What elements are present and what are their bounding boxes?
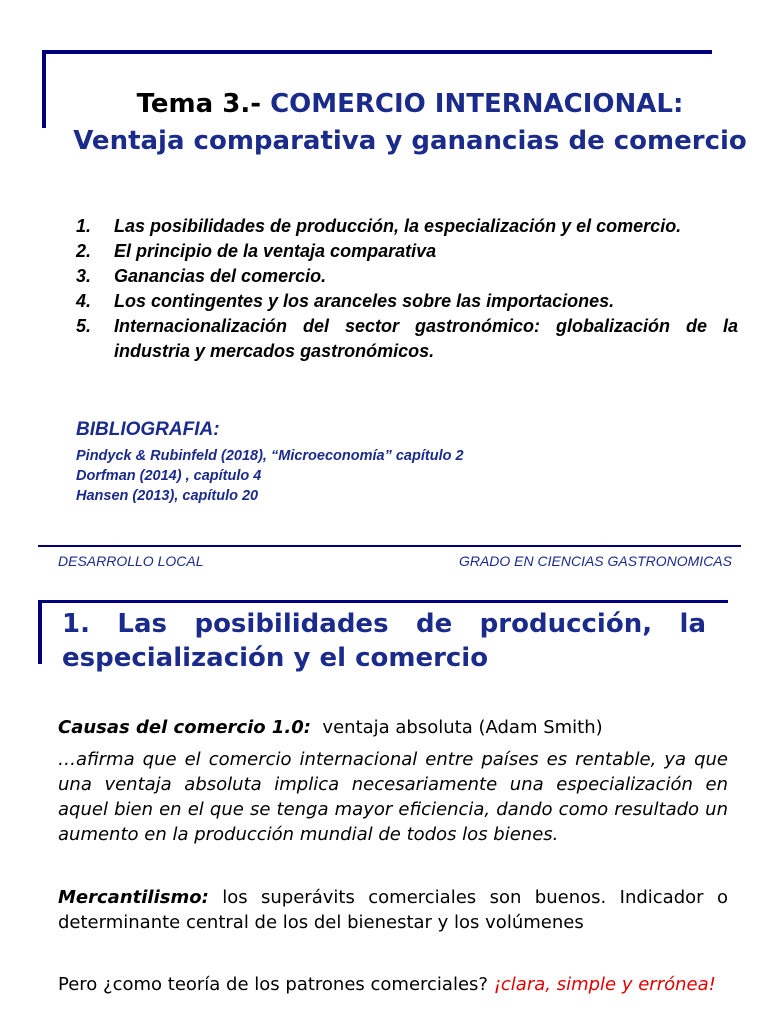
slide-2 bbox=[0, 585, 768, 1024]
paragraph-text: los superávits comerciales son buenos. Indicador o determinante central de los del bienestar y los volúmenes bbox=[58, 887, 728, 933]
toc-number: 3. bbox=[76, 266, 92, 286]
bibliography-entry: Dorfman (2014) , capítulo 4 bbox=[76, 468, 262, 484]
title-line-1: COMERCIO INTERNACIONAL: bbox=[270, 89, 684, 119]
paragraph-lead: Causas del comercio 1.0: bbox=[58, 717, 311, 738]
bibliography-entry: Pindyck & Rubinfeld (2018), “Microeconomía” capítulo 2 bbox=[76, 448, 464, 464]
toc-text: Ganancias del comercio. bbox=[114, 266, 327, 286]
toc-text: El principio de la ventaja comparativa bbox=[114, 241, 437, 261]
toc-item bbox=[76, 314, 738, 364]
bibliography-list bbox=[76, 446, 464, 506]
footer-rule bbox=[38, 545, 741, 547]
bibliography-entry: Hansen (2013), capítulo 20 bbox=[76, 488, 259, 504]
toc-number: 1. bbox=[76, 216, 92, 236]
paragraph-causas bbox=[58, 715, 728, 740]
slide-title: 1. Las posibilidades de producción, la especialización y el comercio bbox=[62, 609, 706, 673]
left-rule bbox=[42, 50, 46, 128]
title-line-2: Ventaja comparativa y ganancias de comercio bbox=[73, 126, 747, 156]
paragraph-pero bbox=[58, 972, 728, 997]
toc-item bbox=[76, 239, 738, 264]
top-rule bbox=[42, 50, 712, 54]
top-rule bbox=[38, 600, 728, 603]
table-of-contents bbox=[76, 214, 738, 364]
footer-left: DESARROLLO LOCAL bbox=[58, 553, 204, 569]
footer-right: GRADO EN CIENCIAS GASTRONOMICAS bbox=[458, 553, 732, 569]
paragraph-lead: Mercantilismo: bbox=[58, 887, 209, 908]
paragraph-text: ventaja absoluta (Adam Smith) bbox=[310, 717, 603, 738]
toc-item bbox=[76, 214, 738, 239]
left-rule bbox=[38, 600, 42, 664]
toc-number: 4. bbox=[76, 291, 92, 311]
toc-item bbox=[76, 289, 738, 314]
title-prefix: Tema 3.- bbox=[136, 89, 271, 119]
toc-number: 2. bbox=[76, 241, 92, 261]
highlight-text: ¡clara, simple y errónea! bbox=[493, 974, 716, 995]
paragraph-smith: …afirma que el comercio internacional entre países es rentable, ya que una ventaja absoluta implica necesariamente una especialización en aquel bien en el que se tenga mayor eficiencia, dando como resultado un aumento en la producción mundial de todos los bienes. bbox=[58, 749, 728, 845]
toc-text: Los contingentes y los aranceles sobre las importaciones. bbox=[114, 291, 615, 311]
slide-title bbox=[60, 86, 760, 160]
paragraph-text: Pero ¿como teoría de los patrones comerciales? bbox=[58, 974, 494, 995]
toc-text: Las posibilidades de producción, la especialización y el comercio. bbox=[114, 216, 682, 236]
bibliography-heading: BIBLIOGRAFIA: bbox=[76, 419, 220, 440]
toc-text: Internacionalización del sector gastronómico: globalización de la industria y mercados gastronómicos. bbox=[114, 316, 738, 361]
toc-number: 5. bbox=[76, 316, 92, 336]
paragraph-mercantilismo bbox=[58, 885, 728, 935]
toc-item bbox=[76, 264, 738, 289]
